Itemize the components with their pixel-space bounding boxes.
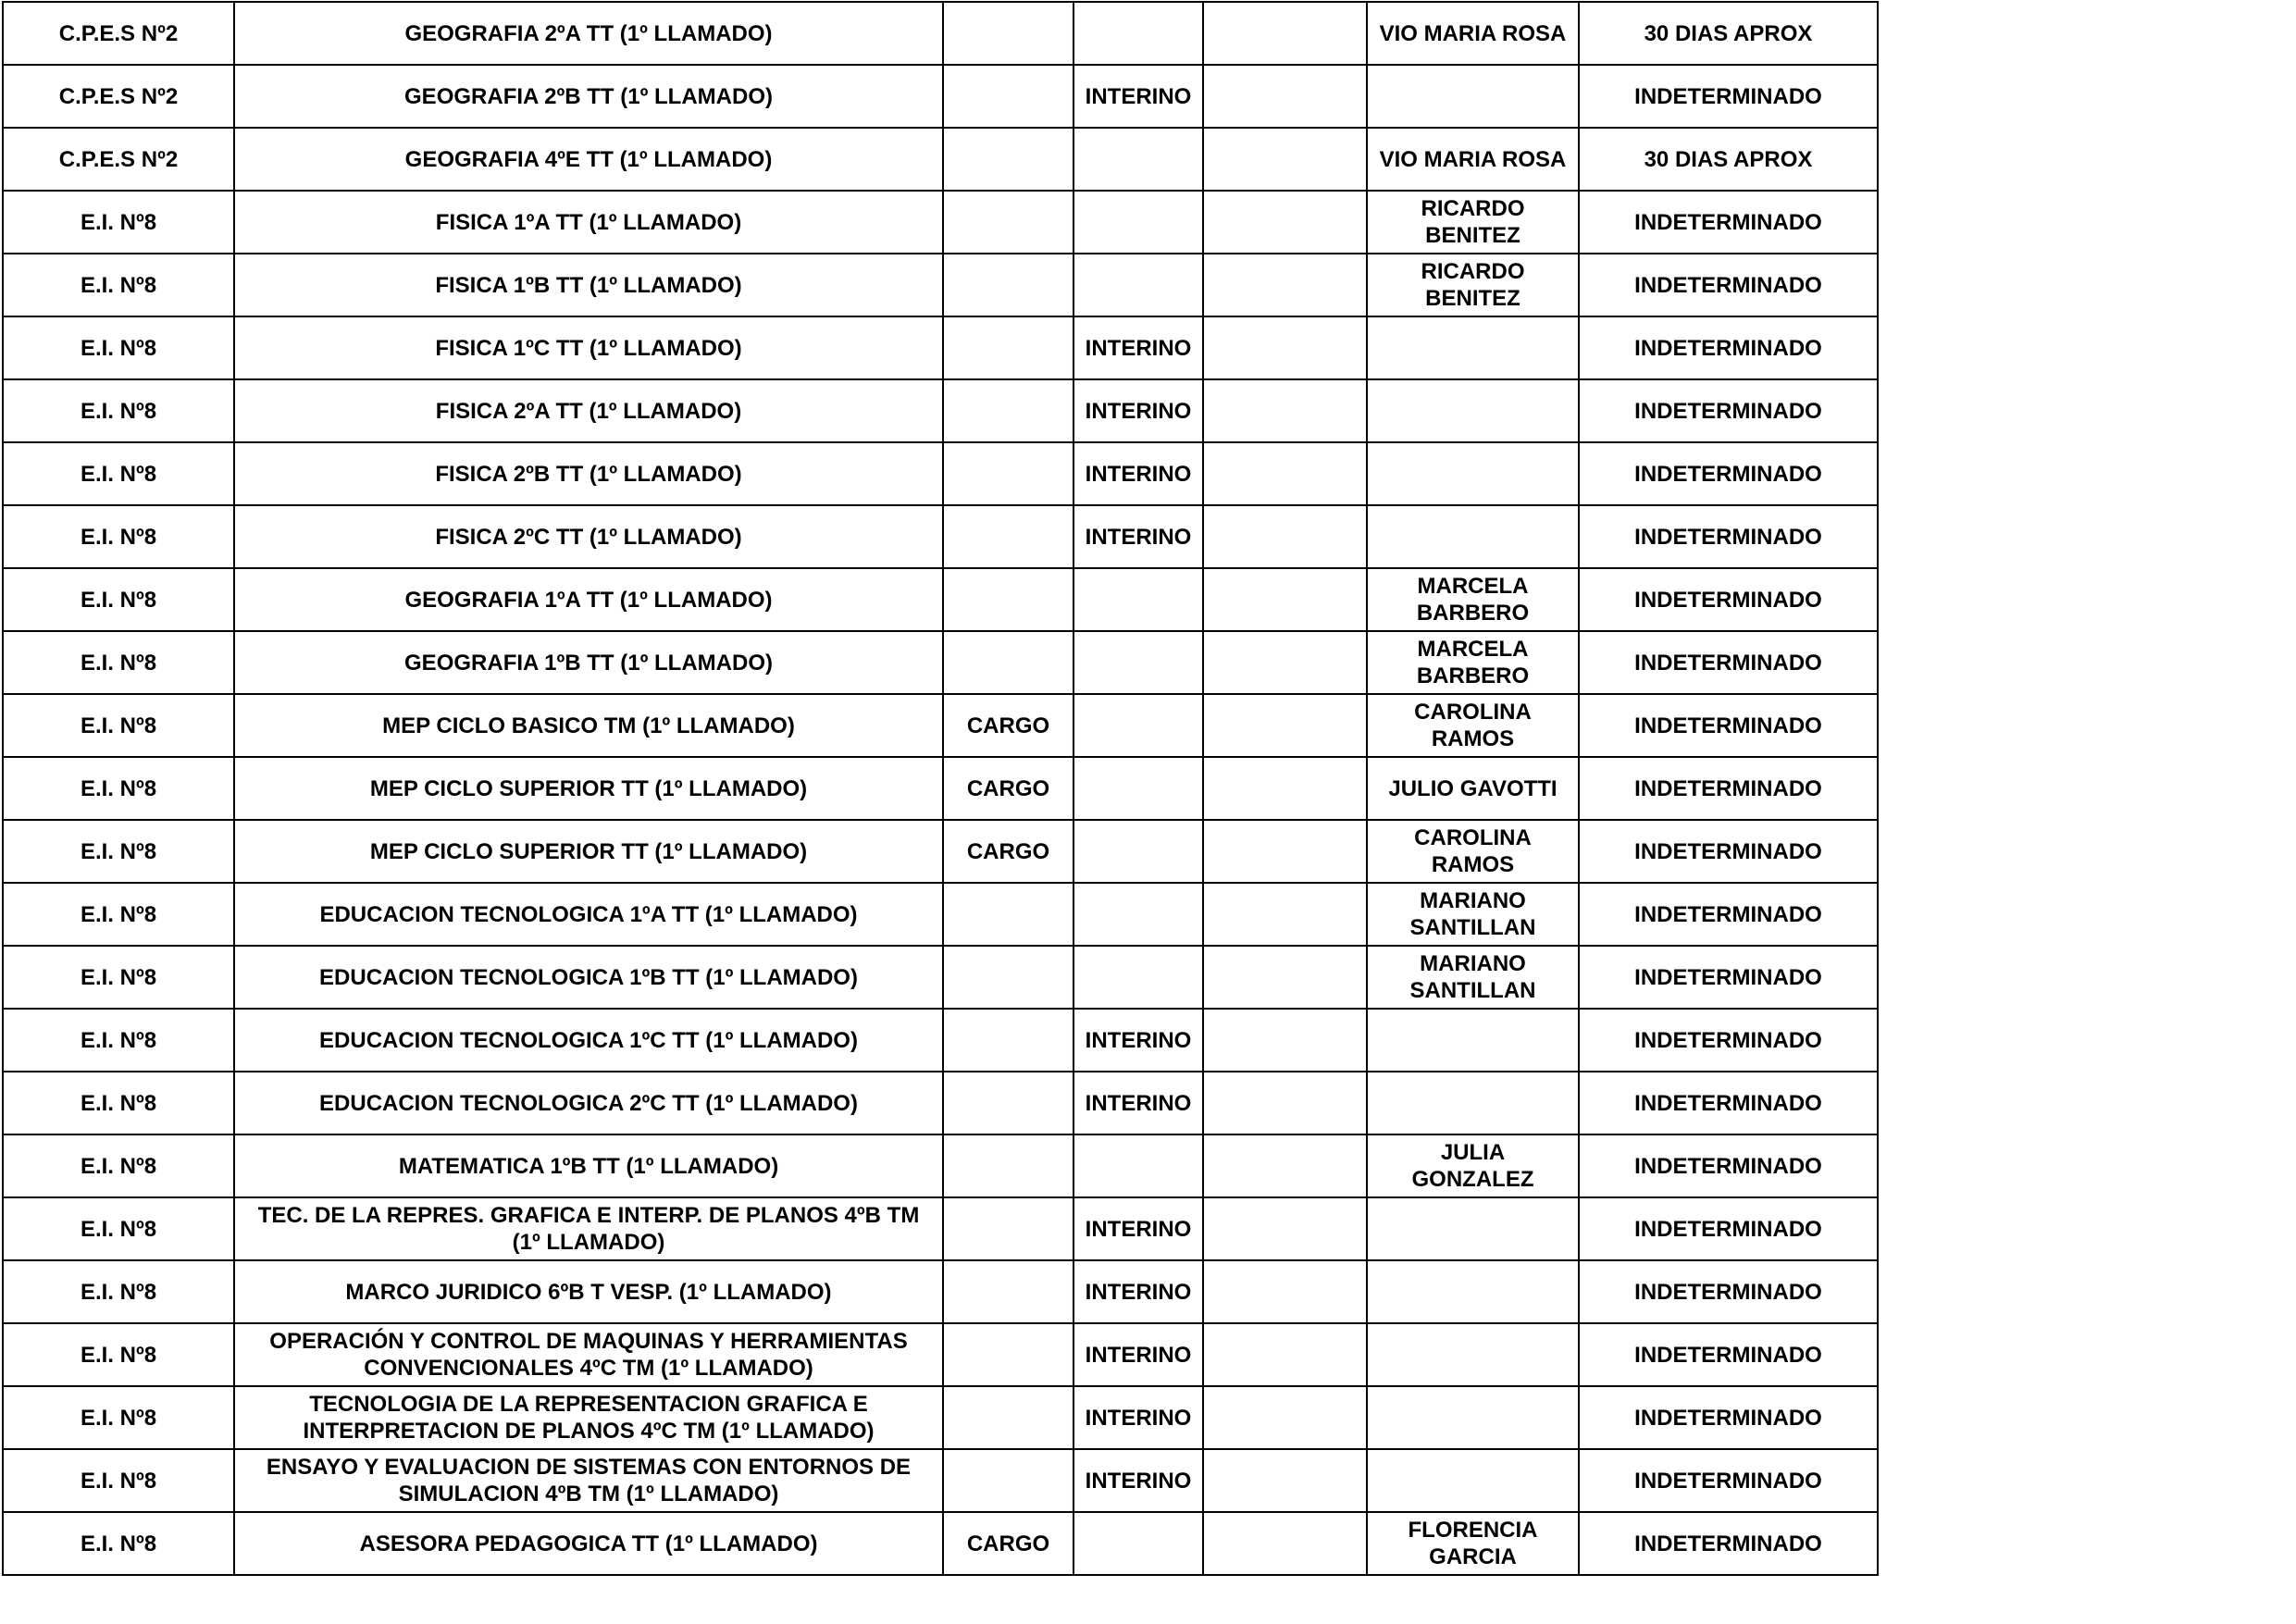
subject-cell: GEOGRAFIA 2ºA TT (1º LLAMADO) — [234, 2, 943, 65]
subject-cell: ASESORA PEDAGOGICA TT (1º LLAMADO) — [234, 1512, 943, 1575]
subject-cell: TECNOLOGIA DE LA REPRESENTACION GRAFICA E INTERPRETACION DE PLANOS 4ºC TM (1º LLAMADO) — [234, 1386, 943, 1449]
empty-cell — [1203, 946, 1367, 1009]
person-cell — [1367, 505, 1579, 568]
interino-cell: INTERINO — [1074, 1386, 1203, 1449]
subject-cell: MEP CICLO BASICO TM (1º LLAMADO) — [234, 694, 943, 757]
empty-cell — [1203, 631, 1367, 694]
subject-cell: FISICA 1ºA TT (1º LLAMADO) — [234, 191, 943, 254]
school-cell: E.I. Nº8 — [3, 1260, 234, 1323]
school-cell: E.I. Nº8 — [3, 1009, 234, 1072]
duration-cell: 30 DIAS APROX — [1579, 128, 1878, 191]
cargo-cell — [943, 1386, 1074, 1449]
interino-cell — [1074, 128, 1203, 191]
interino-cell: INTERINO — [1074, 1449, 1203, 1512]
empty-cell — [1203, 757, 1367, 820]
school-cell: E.I. Nº8 — [3, 1386, 234, 1449]
duration-cell: INDETERMINADO — [1579, 694, 1878, 757]
empty-cell — [1203, 254, 1367, 316]
table-row — [3, 254, 1878, 316]
duration-cell: INDETERMINADO — [1579, 1009, 1878, 1072]
school-cell: E.I. Nº8 — [3, 442, 234, 505]
cargo-cell: CARGO — [943, 820, 1074, 883]
cargo-cell — [943, 631, 1074, 694]
interino-cell: INTERINO — [1074, 1197, 1203, 1260]
subject-cell: OPERACIÓN Y CONTROL DE MAQUINAS Y HERRAMIENTAS CONVENCIONALES 4ºC TM (1º LLAMADO) — [234, 1323, 943, 1386]
table-row — [3, 65, 1878, 128]
duration-cell: INDETERMINADO — [1579, 254, 1878, 316]
school-cell: E.I. Nº8 — [3, 883, 234, 946]
subject-cell: MEP CICLO SUPERIOR TT (1º LLAMADO) — [234, 757, 943, 820]
duration-cell: INDETERMINADO — [1579, 1512, 1878, 1575]
duration-cell: INDETERMINADO — [1579, 316, 1878, 379]
school-cell: C.P.E.S Nº2 — [3, 65, 234, 128]
interino-cell: INTERINO — [1074, 442, 1203, 505]
school-cell: E.I. Nº8 — [3, 631, 234, 694]
table-row — [3, 694, 1878, 757]
interino-cell — [1074, 883, 1203, 946]
table-row — [3, 946, 1878, 1009]
duration-cell: INDETERMINADO — [1579, 442, 1878, 505]
cargo-cell — [943, 1134, 1074, 1197]
empty-cell — [1203, 883, 1367, 946]
subject-cell: EDUCACION TECNOLOGICA 1ºB TT (1º LLAMADO) — [234, 946, 943, 1009]
person-cell — [1367, 1386, 1579, 1449]
school-cell: E.I. Nº8 — [3, 1512, 234, 1575]
table-row — [3, 568, 1878, 631]
interino-cell — [1074, 1134, 1203, 1197]
empty-cell — [1203, 1134, 1367, 1197]
table-row — [3, 1134, 1878, 1197]
interino-cell — [1074, 631, 1203, 694]
person-cell: FLORENCIA GARCIA — [1367, 1512, 1579, 1575]
interino-cell — [1074, 191, 1203, 254]
cargo-cell — [943, 379, 1074, 442]
cargo-cell — [943, 505, 1074, 568]
school-cell: C.P.E.S Nº2 — [3, 2, 234, 65]
cargo-cell — [943, 1072, 1074, 1134]
cargo-cell — [943, 1197, 1074, 1260]
person-cell — [1367, 1449, 1579, 1512]
table-row — [3, 128, 1878, 191]
cargo-cell — [943, 191, 1074, 254]
empty-cell — [1203, 379, 1367, 442]
interino-cell: INTERINO — [1074, 1260, 1203, 1323]
subject-cell: EDUCACION TECNOLOGICA 1ºA TT (1º LLAMADO) — [234, 883, 943, 946]
table-row — [3, 2, 1878, 65]
school-cell: E.I. Nº8 — [3, 1323, 234, 1386]
cargo-cell — [943, 1449, 1074, 1512]
cargo-cell: CARGO — [943, 1512, 1074, 1575]
empty-cell — [1203, 694, 1367, 757]
person-cell: JULIO GAVOTTI — [1367, 757, 1579, 820]
empty-cell — [1203, 316, 1367, 379]
cargo-cell: CARGO — [943, 694, 1074, 757]
subject-cell: MATEMATICA 1ºB TT (1º LLAMADO) — [234, 1134, 943, 1197]
empty-cell — [1203, 1323, 1367, 1386]
empty-cell — [1203, 1009, 1367, 1072]
subject-cell: FISICA 2ºC TT (1º LLAMADO) — [234, 505, 943, 568]
duration-cell: INDETERMINADO — [1579, 1260, 1878, 1323]
empty-cell — [1203, 65, 1367, 128]
table-body — [3, 2, 1878, 1575]
empty-cell — [1203, 1512, 1367, 1575]
subject-cell: FISICA 2ºB TT (1º LLAMADO) — [234, 442, 943, 505]
interino-cell — [1074, 820, 1203, 883]
interino-cell — [1074, 946, 1203, 1009]
cargo-cell: CARGO — [943, 757, 1074, 820]
table-row — [3, 442, 1878, 505]
interino-cell — [1074, 254, 1203, 316]
duration-cell: INDETERMINADO — [1579, 946, 1878, 1009]
duration-cell: INDETERMINADO — [1579, 1386, 1878, 1449]
duration-cell: INDETERMINADO — [1579, 65, 1878, 128]
interino-cell: INTERINO — [1074, 1072, 1203, 1134]
cargo-cell — [943, 568, 1074, 631]
school-cell: E.I. Nº8 — [3, 505, 234, 568]
empty-cell — [1203, 1449, 1367, 1512]
school-cell: E.I. Nº8 — [3, 820, 234, 883]
duration-cell: INDETERMINADO — [1579, 757, 1878, 820]
person-cell: MARIANO SANTILLAN — [1367, 883, 1579, 946]
person-cell — [1367, 316, 1579, 379]
subject-cell: FISICA 2ºA TT (1º LLAMADO) — [234, 379, 943, 442]
table-row — [3, 1323, 1878, 1386]
person-cell: RICARDO BENITEZ — [1367, 191, 1579, 254]
interino-cell: INTERINO — [1074, 1323, 1203, 1386]
subject-cell: FISICA 1ºC TT (1º LLAMADO) — [234, 316, 943, 379]
table-row — [3, 316, 1878, 379]
empty-cell — [1203, 1197, 1367, 1260]
subject-cell: GEOGRAFIA 1ºB TT (1º LLAMADO) — [234, 631, 943, 694]
school-cell: E.I. Nº8 — [3, 191, 234, 254]
school-cell: E.I. Nº8 — [3, 316, 234, 379]
table-row — [3, 191, 1878, 254]
school-cell: E.I. Nº8 — [3, 1449, 234, 1512]
duration-cell: INDETERMINADO — [1579, 1449, 1878, 1512]
duration-cell: INDETERMINADO — [1579, 631, 1878, 694]
table-row — [3, 631, 1878, 694]
subject-cell: GEOGRAFIA 1ºA TT (1º LLAMADO) — [234, 568, 943, 631]
cargo-cell — [943, 1260, 1074, 1323]
duration-cell: INDETERMINADO — [1579, 505, 1878, 568]
table-row — [3, 1197, 1878, 1260]
table-row — [3, 1072, 1878, 1134]
person-cell: RICARDO BENITEZ — [1367, 254, 1579, 316]
empty-cell — [1203, 1386, 1367, 1449]
empty-cell — [1203, 2, 1367, 65]
table-row — [3, 1449, 1878, 1512]
duration-cell: INDETERMINADO — [1579, 820, 1878, 883]
subject-cell: MARCO JURIDICO 6ºB T VESP. (1º LLAMADO) — [234, 1260, 943, 1323]
cargo-cell — [943, 254, 1074, 316]
person-cell: VIO MARIA ROSA — [1367, 128, 1579, 191]
person-cell — [1367, 1197, 1579, 1260]
duration-cell: INDETERMINADO — [1579, 1323, 1878, 1386]
cargo-cell — [943, 442, 1074, 505]
person-cell: MARIANO SANTILLAN — [1367, 946, 1579, 1009]
duration-cell: INDETERMINADO — [1579, 1134, 1878, 1197]
school-cell: E.I. Nº8 — [3, 1134, 234, 1197]
school-cell: C.P.E.S Nº2 — [3, 128, 234, 191]
person-cell — [1367, 65, 1579, 128]
cargo-cell — [943, 316, 1074, 379]
cargo-cell — [943, 946, 1074, 1009]
table-row — [3, 505, 1878, 568]
interino-cell — [1074, 2, 1203, 65]
interino-cell: INTERINO — [1074, 379, 1203, 442]
duration-cell: INDETERMINADO — [1579, 1197, 1878, 1260]
interino-cell — [1074, 1512, 1203, 1575]
duration-cell: INDETERMINADO — [1579, 1072, 1878, 1134]
empty-cell — [1203, 1072, 1367, 1134]
subject-cell: GEOGRAFIA 2ºB TT (1º LLAMADO) — [234, 65, 943, 128]
empty-cell — [1203, 1260, 1367, 1323]
person-cell — [1367, 1323, 1579, 1386]
school-cell: E.I. Nº8 — [3, 254, 234, 316]
table-row — [3, 1009, 1878, 1072]
cargo-cell — [943, 1009, 1074, 1072]
school-cell: E.I. Nº8 — [3, 1072, 234, 1134]
subject-cell: EDUCACION TECNOLOGICA 2ºC TT (1º LLAMADO) — [234, 1072, 943, 1134]
duration-cell: INDETERMINADO — [1579, 883, 1878, 946]
person-cell — [1367, 1009, 1579, 1072]
table-row — [3, 1260, 1878, 1323]
subject-cell: GEOGRAFIA 4ºE TT (1º LLAMADO) — [234, 128, 943, 191]
cargo-cell — [943, 128, 1074, 191]
person-cell — [1367, 1072, 1579, 1134]
subject-cell: FISICA 1ºB TT (1º LLAMADO) — [234, 254, 943, 316]
interino-cell: INTERINO — [1074, 316, 1203, 379]
interino-cell: INTERINO — [1074, 65, 1203, 128]
table-row — [3, 883, 1878, 946]
school-cell: E.I. Nº8 — [3, 379, 234, 442]
subject-cell: TEC. DE LA REPRES. GRAFICA E INTERP. DE PLANOS 4ºB TM (1º LLAMADO) — [234, 1197, 943, 1260]
person-cell: CAROLINA RAMOS — [1367, 694, 1579, 757]
cargo-cell — [943, 883, 1074, 946]
person-cell: JULIA GONZALEZ — [1367, 1134, 1579, 1197]
cargo-cell — [943, 2, 1074, 65]
table-row — [3, 379, 1878, 442]
interino-cell: INTERINO — [1074, 505, 1203, 568]
cargo-cell — [943, 1323, 1074, 1386]
subject-cell: ENSAYO Y EVALUACION DE SISTEMAS CON ENTORNOS DE SIMULACION 4ºB TM (1º LLAMADO) — [234, 1449, 943, 1512]
school-cell: E.I. Nº8 — [3, 757, 234, 820]
school-cell: E.I. Nº8 — [3, 568, 234, 631]
interino-cell: INTERINO — [1074, 1009, 1203, 1072]
empty-cell — [1203, 128, 1367, 191]
person-cell — [1367, 1260, 1579, 1323]
empty-cell — [1203, 442, 1367, 505]
empty-cell — [1203, 505, 1367, 568]
cargo-cell — [943, 65, 1074, 128]
table-row — [3, 1386, 1878, 1449]
subject-cell: EDUCACION TECNOLOGICA 1ºC TT (1º LLAMADO) — [234, 1009, 943, 1072]
duration-cell: INDETERMINADO — [1579, 191, 1878, 254]
duration-cell: INDETERMINADO — [1579, 379, 1878, 442]
table-row — [3, 820, 1878, 883]
empty-cell — [1203, 820, 1367, 883]
vacancy-table — [2, 1, 1879, 1576]
person-cell: CAROLINA RAMOS — [1367, 820, 1579, 883]
interino-cell — [1074, 694, 1203, 757]
empty-cell — [1203, 191, 1367, 254]
person-cell: MARCELA BARBERO — [1367, 631, 1579, 694]
person-cell — [1367, 379, 1579, 442]
table-row — [3, 757, 1878, 820]
person-cell: VIO MARIA ROSA — [1367, 2, 1579, 65]
table-row — [3, 1512, 1878, 1575]
person-cell — [1367, 442, 1579, 505]
school-cell: E.I. Nº8 — [3, 946, 234, 1009]
interino-cell — [1074, 568, 1203, 631]
duration-cell: 30 DIAS APROX — [1579, 2, 1878, 65]
school-cell: E.I. Nº8 — [3, 1197, 234, 1260]
school-cell: E.I. Nº8 — [3, 694, 234, 757]
person-cell: MARCELA BARBERO — [1367, 568, 1579, 631]
interino-cell — [1074, 757, 1203, 820]
subject-cell: MEP CICLO SUPERIOR TT (1º LLAMADO) — [234, 820, 943, 883]
empty-cell — [1203, 568, 1367, 631]
duration-cell: INDETERMINADO — [1579, 568, 1878, 631]
